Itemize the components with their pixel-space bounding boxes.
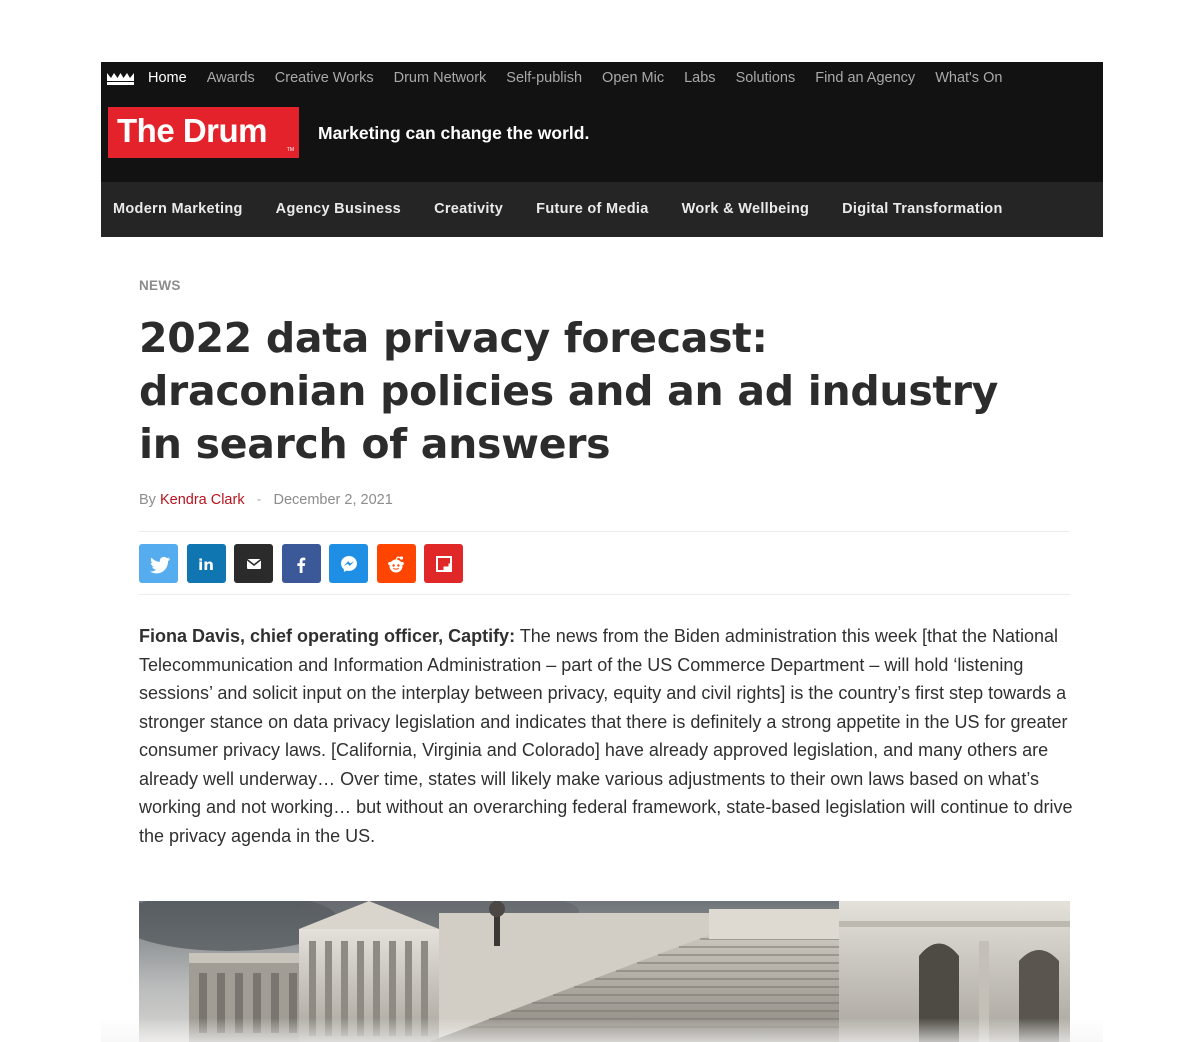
divider <box>139 531 1070 532</box>
the-drum-logo[interactable] <box>108 107 299 158</box>
share-buttons <box>139 544 472 583</box>
site-tagline: Marketing can change the world. <box>318 123 590 143</box>
article-section-label[interactable]: NEWS <box>139 278 181 293</box>
email-share-button[interactable] <box>234 544 273 583</box>
article-headline: 2022 data privacy forecast: draconian policies and an ad industry in search of answers <box>139 314 999 468</box>
linkedin-icon <box>195 553 217 575</box>
category-nav-item[interactable]: Agency Business <box>275 201 402 217</box>
twitter-icon <box>148 553 170 575</box>
messenger-share-button[interactable] <box>329 544 368 583</box>
top-nav-item[interactable]: Solutions <box>735 70 796 86</box>
top-nav-item[interactable]: Find an Agency <box>815 70 916 86</box>
top-nav-item[interactable]: Creative Works <box>274 70 374 86</box>
linkedin-share-button[interactable] <box>187 544 226 583</box>
top-nav-item[interactable]: Labs <box>684 70 716 86</box>
author-link[interactable]: Kendra Clark <box>159 492 245 508</box>
masthead <box>101 62 1103 182</box>
crown-icon[interactable] <box>107 71 134 85</box>
flipboard-icon <box>433 553 455 575</box>
facebook-icon <box>290 553 312 575</box>
svg-text:in: in <box>198 555 214 574</box>
top-nav-item[interactable]: Awards <box>206 70 255 86</box>
email-icon <box>243 553 265 575</box>
trademark-symbol: TM <box>286 147 294 153</box>
top-nav-item[interactable]: Home <box>148 70 187 86</box>
bottom-fade <box>101 1018 1103 1042</box>
top-nav-item[interactable]: Open Mic <box>602 70 665 86</box>
lead-speaker: Fiona Davis, chief operating officer, Captify: <box>139 626 516 646</box>
top-nav-item[interactable]: Self-publish <box>506 70 583 86</box>
flipboard-share-button[interactable] <box>424 544 463 583</box>
messenger-icon <box>338 553 360 575</box>
lead-text: The news from the Biden administration this week [that the National Telecommunication and Information Administration – part of the US Commerce Department – will hold ‘listening sessions’ and solicit input on the interplay between privacy, equity and civil rights] is the country’s first step towards a stronger stance on data privacy legislation and indicates that there is definitely a strong appetite in the US for greater consumer privacy laws. [California, Virginia and Colorado] have already approved legislation, and many others are already well underway… Over time, states will likely make various adjustments to their own laws based on what’s working and not working… but without an overarching federal framework, state-based legislation will continue to drive the privacy agenda in the US. <box>139 626 1073 846</box>
facebook-share-button[interactable] <box>282 544 321 583</box>
category-nav-item[interactable]: Work & Wellbeing <box>681 201 810 217</box>
category-nav <box>101 182 1103 237</box>
article-lead-paragraph <box>139 622 1074 850</box>
category-nav-item[interactable]: Future of Media <box>536 201 649 217</box>
category-nav-item[interactable]: Modern Marketing <box>113 201 243 217</box>
top-nav <box>148 68 1022 88</box>
publish-date: December 2, 2021 <box>273 492 393 508</box>
page <box>101 62 1103 1042</box>
category-nav-item[interactable]: Creativity <box>434 201 504 217</box>
reddit-share-button[interactable] <box>377 544 416 583</box>
top-nav-item[interactable]: What's On <box>935 70 1003 86</box>
logo-wordmark: The Drum <box>117 112 268 149</box>
top-nav-item[interactable]: Drum Network <box>393 70 487 86</box>
category-nav-item[interactable]: Digital Transformation <box>842 201 1003 217</box>
twitter-share-button[interactable] <box>139 544 178 583</box>
reddit-icon <box>385 553 407 575</box>
divider <box>139 594 1070 595</box>
byline-separator: - <box>256 492 262 508</box>
byline-prefix: By <box>139 492 156 508</box>
article-byline <box>139 492 393 508</box>
